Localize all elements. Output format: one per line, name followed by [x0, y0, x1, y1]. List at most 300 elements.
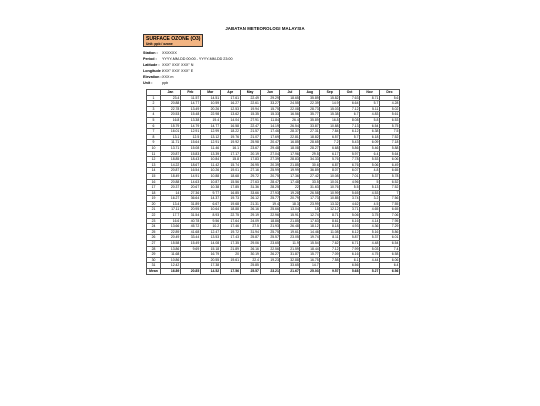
- day-cell: 25: [147, 229, 161, 235]
- value-cell: 26.95: [240, 162, 260, 168]
- value-cell: 17.11: [161, 207, 181, 213]
- value-cell: 17.7: [161, 213, 181, 219]
- value-cell: 36.89: [300, 168, 320, 174]
- value-cell: 16.54: [180, 168, 200, 174]
- value-cell: 16.8: [320, 117, 340, 123]
- value-cell: 6.56: [340, 263, 360, 269]
- value-cell: 16.1: [220, 145, 240, 151]
- value-cell: 19.73: [220, 196, 240, 202]
- value-cell: 16.27: [220, 101, 240, 107]
- value-cell: 19.4: [260, 201, 280, 207]
- value-cell: 11.84: [260, 117, 280, 123]
- value-cell: 17.35: [220, 241, 240, 247]
- value-cell: 14.9: [320, 101, 340, 107]
- value-cell: 5.11: [360, 106, 380, 112]
- value-cell: 10.59: [200, 101, 220, 107]
- value-cell: 10.01: [320, 179, 340, 185]
- dataset-badge: [143, 34, 203, 47]
- value-cell: 5.61: [379, 112, 399, 118]
- value-cell: 20.79: [280, 196, 300, 202]
- value-cell: 13.32: [320, 201, 340, 207]
- value-cell: 28.73: [300, 106, 320, 112]
- value-cell: 23.65: [260, 241, 280, 247]
- value-cell: 17.85: [220, 185, 240, 191]
- day-cell: 27: [147, 241, 161, 247]
- day-cell: 19: [147, 196, 161, 202]
- value-cell: 6.12: [340, 129, 360, 135]
- value-cell: 29.5: [300, 151, 320, 157]
- value-cell: 5.76: [320, 157, 340, 163]
- value-cell: 18.88: [220, 207, 240, 213]
- value-cell: 22.81: [280, 134, 300, 140]
- day-cell: 24: [147, 224, 161, 230]
- value-cell: 17.46: [260, 129, 280, 135]
- value-cell: 15.56: [220, 179, 240, 185]
- value-cell: 21.31: [240, 201, 260, 207]
- value-cell: 12.5: [180, 134, 200, 140]
- day-cell: 20: [147, 201, 161, 207]
- value-cell: 5.5: [340, 185, 360, 191]
- value-cell: 19.72: [220, 229, 240, 235]
- day-cell: 8: [147, 134, 161, 140]
- value-cell: 18.68: [220, 173, 240, 179]
- value-cell: 6.06: [379, 257, 399, 263]
- value-cell: 10.87: [200, 179, 220, 185]
- value-cell: 10.85: [320, 196, 340, 202]
- value-cell: 7.09: [320, 252, 340, 258]
- value-cell: 11.9: [280, 241, 300, 247]
- value-cell: 26.16: [240, 207, 260, 213]
- value-cell: 15.35: [240, 112, 260, 118]
- value-cell: 15.8: [220, 157, 240, 163]
- value-cell: 6.16: [340, 252, 360, 258]
- value-cell: 5.13: [360, 185, 380, 191]
- value-cell: 30.6: [300, 162, 320, 168]
- value-cell: 15.83: [180, 151, 200, 157]
- day-cell: 16: [147, 179, 161, 185]
- value-cell: 26.4: [280, 117, 300, 123]
- mean-value-cell: 23.21: [260, 269, 280, 275]
- column-header-jun: Jun: [260, 90, 280, 96]
- value-cell: 20.75: [260, 173, 280, 179]
- column-header-mar: Mar: [200, 90, 220, 96]
- value-cell: 5.06: [340, 213, 360, 219]
- value-cell: 16.8: [161, 117, 181, 123]
- value-cell: 13.71: [161, 145, 181, 151]
- value-cell: 15.91: [280, 213, 300, 219]
- value-cell: 15.08: [180, 145, 200, 151]
- value-cell: 6.54: [379, 241, 399, 247]
- value-cell: 16.56: [280, 112, 300, 118]
- value-cell: 5.37: [360, 173, 380, 179]
- value-cell: 6.67: [200, 201, 220, 207]
- value-cell: 33.44: [180, 235, 200, 241]
- value-cell: 13.04: [280, 207, 300, 213]
- value-cell: 25.98: [240, 140, 260, 146]
- value-cell: 13.12: [200, 134, 220, 140]
- badge-subtitle: Unit: ppb / ozone: [146, 42, 173, 47]
- day-cell: 22: [147, 213, 161, 219]
- mean-value-cell: 21.67: [280, 269, 300, 275]
- value-cell: 6.54: [360, 123, 380, 129]
- value-cell: 5.78: [379, 173, 399, 179]
- value-cell: 28.37: [280, 129, 300, 135]
- value-cell: 19.01: [220, 168, 240, 174]
- value-cell: 31.87: [280, 252, 300, 258]
- value-cell: 12.47: [200, 229, 220, 235]
- column-header-dec: Dec: [379, 90, 399, 96]
- value-cell: 18.65: [280, 95, 300, 101]
- value-cell: 6.65: [379, 207, 399, 213]
- value-cell: 7.01: [340, 173, 360, 179]
- value-cell: 4.96: [340, 179, 360, 185]
- value-cell: 6.71: [340, 241, 360, 247]
- value-cell: 15.33: [260, 112, 280, 118]
- value-cell: 11.57: [180, 95, 200, 101]
- value-cell: 19.68: [220, 201, 240, 207]
- value-cell: 7.84: [320, 129, 340, 135]
- value-cell: 28.27: [300, 145, 320, 151]
- mean-value-cell: 20.85: [180, 269, 200, 275]
- value-cell: 11.08: [320, 229, 340, 235]
- value-cell: 19.4: [200, 117, 220, 123]
- value-cell: 5.03: [360, 246, 380, 252]
- value-cell: 12.12: [320, 207, 340, 213]
- day-cell: 4: [147, 112, 161, 118]
- value-cell: 21.59: [280, 246, 300, 252]
- value-cell: 23.67: [240, 145, 260, 151]
- value-cell: 10.2: [200, 224, 220, 230]
- value-cell: 31.63: [300, 185, 320, 191]
- value-cell: 17.61: [220, 95, 240, 101]
- value-cell: 27.39: [260, 157, 280, 163]
- value-cell: 29.06: [240, 241, 260, 247]
- value-cell: 35.77: [300, 112, 320, 118]
- value-cell: 20.55: [200, 257, 220, 263]
- day-cell: 13: [147, 162, 161, 168]
- value-cell: 18.82: [300, 134, 320, 140]
- value-cell: 4.8: [360, 168, 380, 174]
- value-cell: 7.55: [379, 201, 399, 207]
- value-cell: 25.57: [260, 235, 280, 241]
- value-cell: 16.75: [300, 257, 320, 263]
- value-cell: 7.63: [340, 95, 360, 101]
- value-cell: 5.7: [340, 134, 360, 140]
- value-cell: 33.27: [260, 101, 280, 107]
- value-cell: 18.67: [180, 162, 200, 168]
- value-cell: 18.86: [260, 218, 280, 224]
- value-cell: 19.99: [280, 168, 300, 174]
- value-cell: 20.37: [161, 185, 181, 191]
- value-cell: 33.66: [240, 190, 260, 196]
- value-cell: 25.66: [260, 207, 280, 213]
- column-header-sep: Sep: [320, 90, 340, 96]
- day-cell: 15: [147, 173, 161, 179]
- value-cell: 5.86: [379, 229, 399, 235]
- value-cell: 15.74: [220, 162, 240, 168]
- value-cell: 7.12: [320, 246, 340, 252]
- value-cell: 6.4: [360, 151, 380, 157]
- value-cell: 22.75: [220, 213, 240, 219]
- value-cell: 28.65: [300, 140, 320, 146]
- value-cell: 15.48: [180, 112, 200, 118]
- value-cell: 4.83: [360, 112, 380, 118]
- value-cell: 15.79: [161, 123, 181, 129]
- value-cell: 22.56: [260, 246, 280, 252]
- value-cell: 15.75: [260, 106, 280, 112]
- value-cell: 12.53: [220, 106, 240, 112]
- value-cell: 12.91: [200, 140, 220, 146]
- value-cell: 41.68: [180, 229, 200, 235]
- value-cell: 19.92: [220, 140, 240, 146]
- value-cell: 16.01: [161, 129, 181, 135]
- value-cell: 31.36: [240, 185, 260, 191]
- value-cell: 7.18: [379, 140, 399, 146]
- value-cell: 12.99: [200, 129, 220, 135]
- latitude-label: Latitude :: [143, 63, 160, 68]
- value-cell: 6.09: [360, 140, 380, 146]
- value-cell: 36.64: [180, 196, 200, 202]
- value-cell: 33.87: [300, 123, 320, 129]
- value-cell: 4.65: [360, 207, 380, 213]
- value-cell: 19.61: [280, 229, 300, 235]
- value-cell: 22.98: [200, 112, 220, 118]
- value-cell: 4.28: [379, 101, 399, 107]
- value-cell: 8.71: [360, 95, 380, 101]
- value-cell: 20.88: [161, 101, 181, 107]
- value-cell: 6.64: [340, 101, 360, 107]
- value-cell: 26.12: [240, 196, 260, 202]
- value-cell: 18.49: [161, 173, 181, 179]
- value-cell: 27.91: [240, 117, 260, 123]
- value-cell: 33.65: [280, 263, 300, 269]
- value-cell: 9.77: [200, 190, 220, 196]
- value-cell: 13.38: [180, 117, 200, 123]
- value-cell: 28.25: [260, 185, 280, 191]
- day-cell: 12: [147, 157, 161, 163]
- mean-value-cell: 16.89: [161, 269, 181, 275]
- elevation-value: XXX m: [162, 75, 174, 80]
- value-cell: 23.05: [280, 235, 300, 241]
- value-cell: 13.62: [220, 112, 240, 118]
- value-cell: 13.1: [161, 134, 181, 140]
- day-cell: 23: [147, 218, 161, 224]
- value-cell: 3.74: [340, 196, 360, 202]
- latitude-value: XXX° XXX' XXX" N: [162, 63, 194, 68]
- value-cell: 12.91: [180, 129, 200, 135]
- value-cell: 27.5: [240, 224, 260, 230]
- value-cell: 10.76: [320, 185, 340, 191]
- station-value: XXXXXX: [162, 51, 177, 55]
- metadata-block: [143, 50, 233, 87]
- value-cell: 30.19: [240, 252, 260, 258]
- value-cell: 15.03: [320, 106, 340, 112]
- value-cell: 18.44: [300, 246, 320, 252]
- value-cell: 17.36: [280, 173, 300, 179]
- value-cell: 14.04: [220, 117, 240, 123]
- value-cell: 8.61: [320, 218, 340, 224]
- day-cell: 30: [147, 257, 161, 263]
- value-cell: 7.95: [379, 218, 399, 224]
- day-cell: 10: [147, 145, 161, 151]
- value-cell: 20.53: [161, 112, 181, 118]
- value-cell: 26.54: [280, 123, 300, 129]
- value-cell: 6.17: [320, 151, 340, 157]
- value-cell: 5.8: [360, 117, 380, 123]
- value-cell: 17.17: [220, 151, 240, 157]
- value-cell: 6.49: [379, 162, 399, 168]
- value-cell: 17.38: [200, 263, 220, 269]
- value-cell: 3.2: [360, 196, 380, 202]
- value-cell: 6.7: [340, 112, 360, 118]
- column-header-aug: Aug: [300, 90, 320, 96]
- value-cell: 13.49: [180, 106, 200, 112]
- value-cell: 17.69: [260, 134, 280, 140]
- mean-value-cell: 6.56: [379, 269, 399, 275]
- value-cell: 5.7: [360, 101, 380, 107]
- value-cell: 11.68: [161, 252, 181, 258]
- value-cell: 4.53: [360, 190, 380, 196]
- value-cell: 14: [161, 190, 181, 196]
- value-cell: 6.68: [320, 145, 340, 151]
- value-cell: 6.06: [379, 157, 399, 163]
- value-cell: 22.78: [161, 106, 181, 112]
- value-cell: 25.99: [260, 168, 280, 174]
- value-cell: 26.58: [300, 190, 320, 196]
- value-cell: 14.19: [260, 123, 280, 129]
- value-cell: 7.29: [379, 224, 399, 230]
- value-cell: 22: [280, 185, 300, 191]
- day-cell: 6: [147, 123, 161, 129]
- value-cell: 7.12: [340, 106, 360, 112]
- value-cell: 27.04: [260, 151, 280, 157]
- value-cell: 19.76: [220, 134, 240, 140]
- value-cell: 4.44: [360, 257, 380, 263]
- value-cell: 24.55: [280, 101, 300, 107]
- day-cell: 3: [147, 106, 161, 112]
- value-cell: 6.07: [340, 168, 360, 174]
- value-cell: 28.83: [280, 157, 300, 163]
- unit-row: [143, 80, 233, 86]
- column-header-feb: Feb: [180, 90, 200, 96]
- day-cell: 14: [147, 168, 161, 174]
- value-cell: 35.89: [300, 117, 320, 123]
- value-cell: 6.65: [379, 168, 399, 174]
- value-cell: 8.18: [320, 224, 340, 230]
- value-cell: 20: [220, 252, 240, 258]
- value-cell: 25.85: [240, 263, 260, 269]
- value-cell: 22.4: [240, 257, 260, 263]
- value-cell: 10.99: [320, 190, 340, 196]
- value-cell: 22.47: [240, 123, 260, 129]
- value-cell: 6.01: [379, 235, 399, 241]
- value-cell: 7.06: [379, 213, 399, 219]
- value-cell: 7.58: [320, 257, 340, 263]
- value-cell: 35.89: [300, 95, 320, 101]
- value-cell: 15.18: [200, 246, 220, 252]
- value-cell: 7.5: [379, 129, 399, 135]
- value-cell: 27.36: [180, 190, 200, 196]
- value-cell: 16.85: [220, 190, 240, 196]
- unit-label: Unit :: [143, 81, 153, 86]
- value-cell: 21.07: [240, 134, 260, 140]
- value-cell: 4.14: [360, 218, 380, 224]
- value-cell: 18.85: [161, 157, 181, 163]
- mean-value-cell: 25.03: [300, 269, 320, 275]
- value-cell: 16.58: [220, 123, 240, 129]
- value-cell: 6.87: [320, 162, 340, 168]
- value-cell: 31.89: [180, 201, 200, 207]
- value-cell: 15.38: [320, 112, 340, 118]
- value-cell: 7.62: [320, 241, 340, 247]
- value-cell: 32.88: [280, 257, 300, 263]
- column-header-may: May: [240, 90, 260, 96]
- value-cell: 13.66: [161, 224, 181, 230]
- day-cell: 31: [147, 263, 161, 269]
- value-cell: 17.83: [240, 157, 260, 163]
- value-cell: 29.29: [260, 95, 280, 101]
- value-cell: 3.71: [340, 207, 360, 213]
- value-cell: 10.26: [200, 168, 220, 174]
- value-cell: 15.77: [300, 252, 320, 258]
- value-cell: 8.11: [320, 235, 340, 241]
- value-cell: 20.88: [161, 179, 181, 185]
- column-header-apr: Apr: [220, 90, 240, 96]
- value-cell: 21.57: [240, 129, 260, 135]
- value-cell: 16.27: [161, 196, 181, 202]
- value-cell: 6.57: [320, 134, 340, 140]
- value-cell: 23.99: [300, 201, 320, 207]
- day-cell: 21: [147, 207, 161, 213]
- value-cell: 21.85: [280, 162, 300, 168]
- value-cell: 5.88: [379, 145, 399, 151]
- value-cell: 9.56: [200, 218, 220, 224]
- value-cell: 14.79: [180, 123, 200, 129]
- period-label: Period :: [143, 57, 157, 62]
- value-cell: 21.89: [220, 246, 240, 252]
- value-cell: 14.63: [180, 179, 200, 185]
- value-cell: 6.12: [340, 229, 360, 235]
- value-cell: 22.61: [240, 101, 260, 107]
- value-cell: 18.08: [280, 145, 300, 151]
- value-cell: 6.52: [379, 179, 399, 185]
- value-cell: 25.87: [240, 235, 260, 241]
- value-cell: 15.54: [300, 241, 320, 247]
- value-cell: 17.43: [220, 235, 240, 241]
- value-cell: 13.39: [200, 151, 220, 157]
- value-cell: 4.48: [360, 241, 380, 247]
- value-cell: 26.16: [240, 246, 260, 252]
- value-cell: 7.56: [379, 196, 399, 202]
- value-cell: 21.85: [280, 218, 300, 224]
- day-cell: 7: [147, 129, 161, 135]
- value-cell: 11.46: [200, 145, 220, 151]
- value-cell: 10.88: [200, 173, 220, 179]
- value-cell: 10.08: [320, 173, 340, 179]
- value-cell: 10.64: [200, 207, 220, 213]
- value-cell: 7.99: [340, 246, 360, 252]
- value-cell: 31.54: [180, 213, 200, 219]
- value-cell: 14.46: [300, 229, 320, 235]
- value-cell: 17.64: [220, 218, 240, 224]
- value-cell: 7.52: [379, 134, 399, 140]
- value-cell: 20.95: [180, 207, 200, 213]
- mean-value-cell: 25.57: [240, 269, 260, 275]
- value-cell: 10.38: [200, 185, 220, 191]
- daily-ozone-table: [146, 89, 400, 275]
- value-cell: 25.75: [260, 229, 280, 235]
- value-cell: 5.16: [360, 229, 380, 235]
